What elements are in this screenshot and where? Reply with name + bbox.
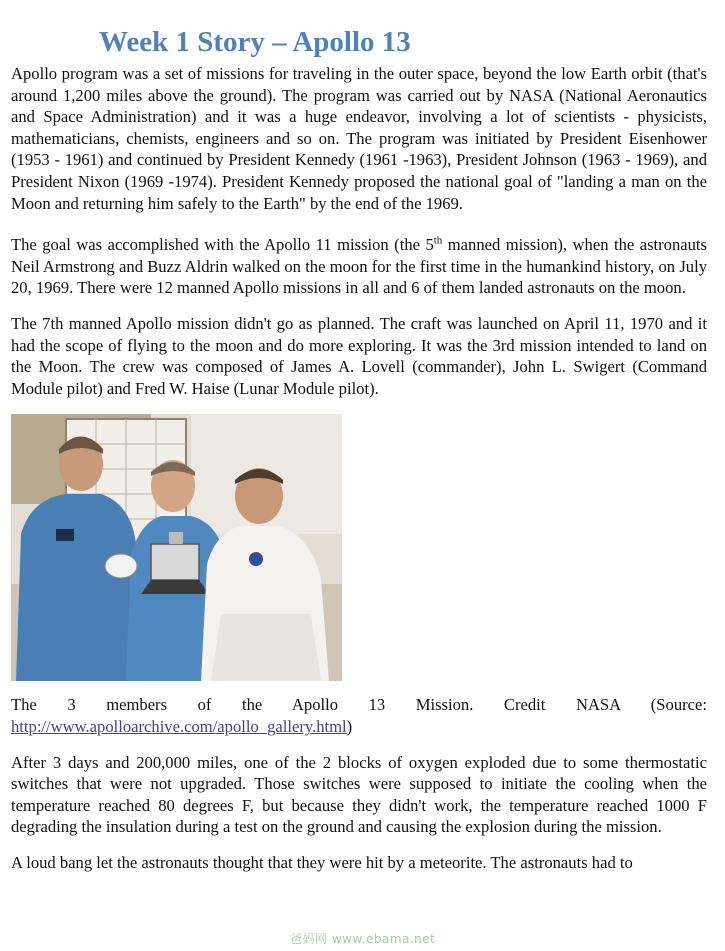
document-page [11,24,707,873]
paragraph-2-part-a: The goal was accomplished with the Apollo 11 mission (the 5 [11,235,434,255]
photo-caption: The 3 members of the Apollo 13 Mission. Credit NASA (Source: [11,695,707,715]
paragraph-1: Apollo program was a set of missions for traveling in the outer space, beyond the low Earth orbit (that's around 1,200 miles above the ground). The program was carried out by NASA (National Aeronautics and Space Administration) and it was a huge endeavor, involving a lot of scientists - physicists, mathematicians, chemists, engineers and so on. The program was initiated by President Eisenhower (1953 - 1961) and continued by President Kennedy (1961 -1963), President Johnson (1963 - 1969), and President Nixon (1969 -1974). President Kennedy proposed the national goal of "landing a man on the Moon and returning him safely to the Earth" by the end of the 1969. [11,64,707,213]
crew-photo-illustration [11,414,342,681]
apollo-gallery-link[interactable]: http://www.apolloarchive.com/apollo_gallery.html [11,716,347,736]
photo-caption-source [11,716,707,738]
paragraph-5: A loud bang let the astronauts thought that they were hit by a meteorite. The astronauts had to [11,852,633,872]
paragraph-4: After 3 days and 200,000 miles, one of the 2 blocks of oxygen exploded due to some thermostatic switches that were not upgraded. Those switches were supposed to initiate the cooling when the temperature reached 80 degrees F, but because they didn't work, the temperature reached 1000 F degrading the insulation during a test on the ground and causing the explosion during the mission. [11,752,707,837]
paragraph-3: The 7th manned Apollo mission didn't go as planned. The craft was launched on April 11, 1970 and it had the scope of flying to the moon and do more exploring. It was the 3rd mission intended to land on the Moon. The crew was composed of James A. Lovell (commander), John L. Swigert (Command Module pilot) and Fred W. Haise (Lunar Module pilot). [11,313,707,398]
paragraph-2 [11,234,707,299]
page-title: Week 1 Story – Apollo 13 [99,26,411,58]
apollo-13-crew-photo [11,414,342,681]
site-watermark: 爸妈网 www.ebama.net [290,932,436,946]
ordinal-superscript: th [433,234,443,247]
caption-closing-paren: ) [346,716,353,736]
paragraph-2-part-b: manned mission), when the astronauts Neil Armstrong and Buzz Aldrin walked on the moon for the first time in the humankind history, on July 20, 1969. There were 12 manned Apollo missions in all and 6 of them landed astronauts on the moon. [11,235,707,298]
